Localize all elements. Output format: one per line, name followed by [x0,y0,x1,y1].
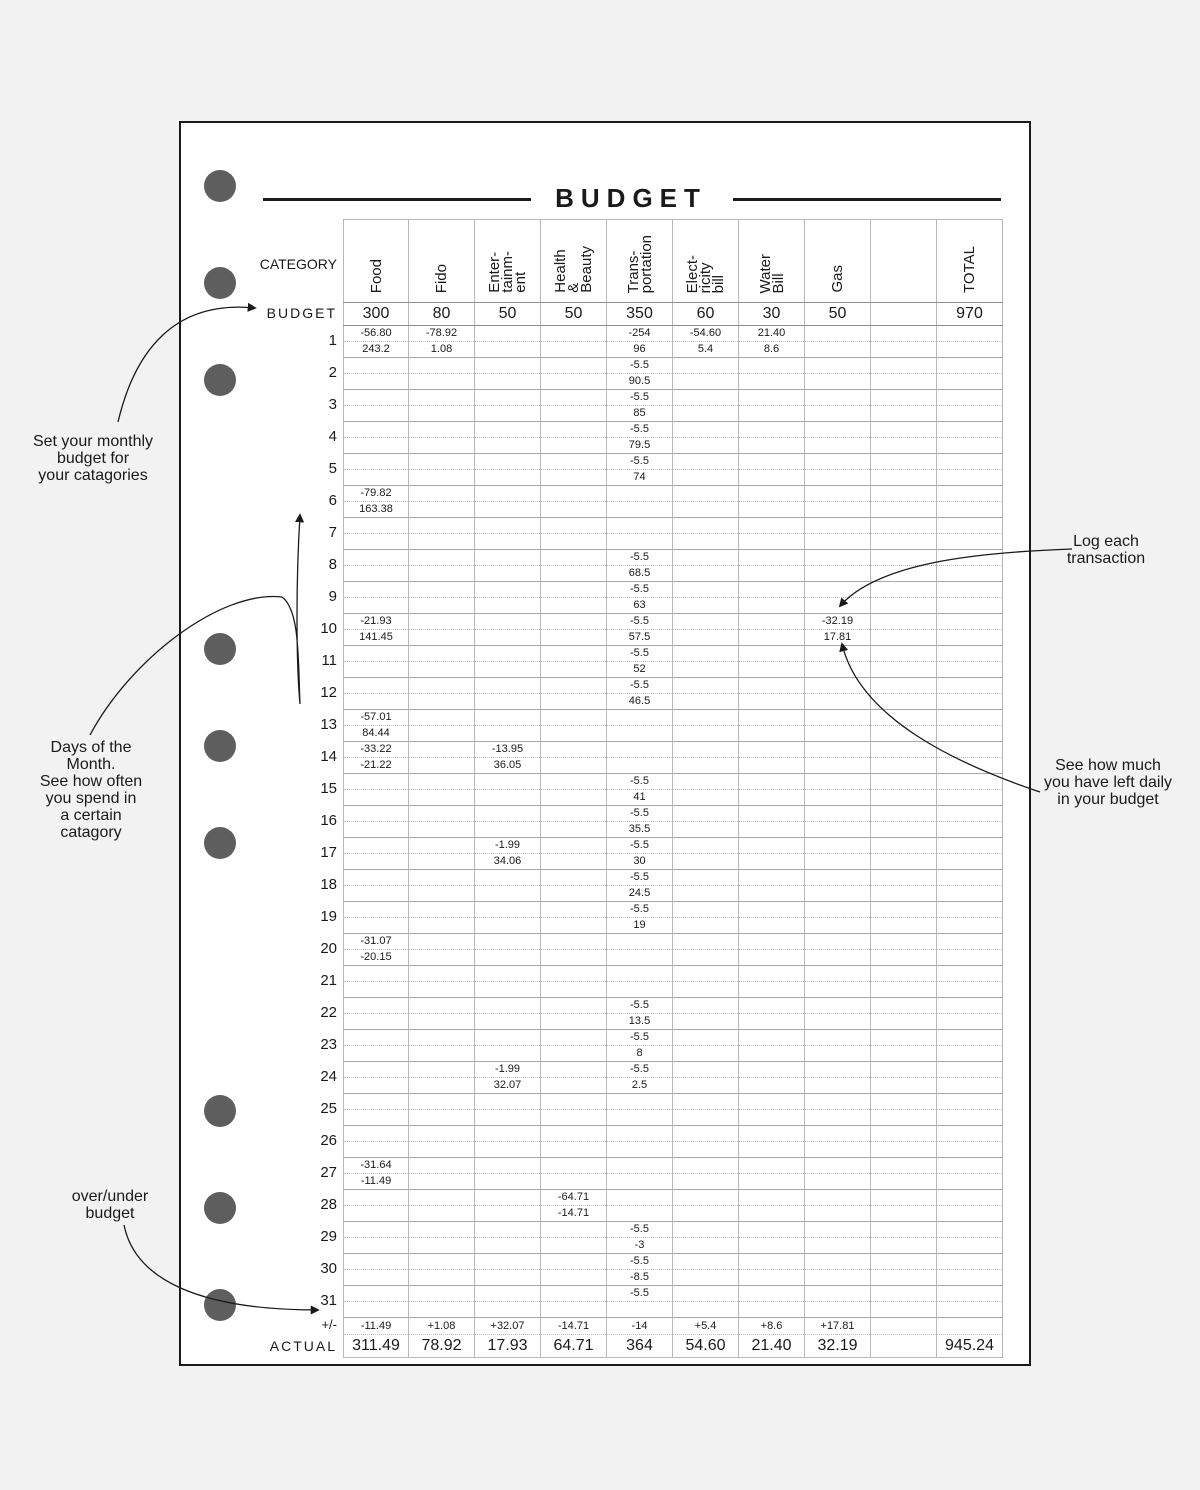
category-name: TOTAL [961,246,978,293]
day-label: 6 [328,492,337,509]
day-label: 4 [328,428,337,445]
day-label: 14 [320,748,337,765]
remaining-cell: 8.6 [739,342,805,358]
remaining-cell: 36.05 [475,758,541,774]
remaining-cell: 96 [607,342,673,358]
transaction-cell: -31.07 [344,934,409,950]
transaction-cell: -13.95 [475,742,541,758]
budget-cell: 350 [607,303,673,326]
remaining-cell: 63 [607,598,673,614]
plus-minus-cell: -14 [607,1318,673,1335]
category-name: Enter- tainm- ent [486,251,529,293]
actual-cell: 32.19 [805,1335,871,1358]
day-label: 18 [320,876,337,893]
arrow-left [842,644,1040,792]
remaining-cell: 141.45 [344,630,409,646]
transaction-cell: -64.71 [541,1190,607,1206]
day-label: 2 [328,364,337,381]
actual-cell: 78.92 [409,1335,475,1358]
day-label: 23 [320,1036,337,1053]
category-name: Health & Beauty [552,246,595,293]
remaining-cell: 2.5 [607,1078,673,1094]
category-name: Elect- ricity bill [684,254,727,293]
day-label: 27 [320,1164,337,1181]
transaction-cell: -5.5 [607,454,673,470]
remaining-cell: 19 [607,918,673,934]
note-days-of-month: Days of the Month. See how often you spend in a certain catagory [39,739,143,841]
day-label: 13 [320,716,337,733]
transaction-cell: -5.5 [607,678,673,694]
budget-cell: 60 [673,303,739,326]
remaining-cell: 32.07 [475,1078,541,1094]
remaining-cell: 74 [607,470,673,486]
plus-minus-cell: -14.71 [541,1318,607,1335]
remaining-cell: 68.5 [607,566,673,582]
transaction-cell: -79.82 [344,486,409,502]
day-label: 22 [320,1004,337,1021]
transaction-cell: -5.5 [607,582,673,598]
transaction-cell: -5.5 [607,998,673,1014]
remaining-cell: 163.38 [344,502,409,518]
day-label: 24 [320,1068,337,1085]
plus-minus-cell: +32.07 [475,1318,541,1335]
arrow-over-under [124,1225,318,1310]
transaction-cell: -5.5 [607,1030,673,1046]
transaction-cell: -5.5 [607,390,673,406]
remaining-cell: 46.5 [607,694,673,710]
transaction-cell: -5.5 [607,1062,673,1078]
remaining-cell: 17.81 [805,630,871,646]
transaction-cell: -5.5 [607,550,673,566]
category-name: Trans- portation [624,234,655,293]
transaction-cell: -5.5 [607,646,673,662]
remaining-cell: 1.08 [409,342,475,358]
remaining-cell: 79.5 [607,438,673,454]
day-label: 25 [320,1100,337,1117]
remaining-cell: 8 [607,1046,673,1062]
remaining-cell: 243.2 [344,342,409,358]
remaining-cell: 52 [607,662,673,678]
transaction-cell: -5.5 [607,614,673,630]
transaction-cell: -78.92 [409,326,475,342]
day-label: 20 [320,940,337,957]
remaining-cell: 24.5 [607,886,673,902]
note-set-budget: Set your monthly budget for your catagories [32,433,154,484]
arrow-budget [118,307,255,422]
actual-label: ACTUAL [269,1338,337,1354]
transaction-cell: -5.5 [607,1254,673,1270]
budget-cell: 300 [344,303,409,326]
remaining-cell: -14.71 [541,1206,607,1222]
plus-minus-cell: +1.08 [409,1318,475,1335]
day-label: 12 [320,684,337,701]
day-label: 10 [320,620,337,637]
day-label: 17 [320,844,337,861]
title-text: BUDGET [555,183,707,213]
day-label: 5 [328,460,337,477]
budget-cell: 50 [475,303,541,326]
plus-minus-label: +/- [321,1317,337,1332]
note-log-transaction: Log each transaction [1066,533,1146,567]
note-over-under: over/under budget [71,1188,149,1222]
transaction-cell: -5.5 [607,774,673,790]
category-name: Food [367,258,385,293]
plus-minus-cell: +17.81 [805,1318,871,1335]
remaining-cell: -3 [607,1238,673,1254]
day-label: 7 [328,524,337,541]
remaining-cell: 34.06 [475,854,541,870]
transaction-cell: -5.5 [607,806,673,822]
remaining-cell: -20.15 [344,950,409,966]
budget-cell: 970 [937,303,1003,326]
budget-cell: 30 [739,303,805,326]
day-label: 26 [320,1132,337,1149]
day-label: 31 [320,1292,337,1309]
budget-label: BUDGET [266,305,337,321]
transaction-cell: -5.5 [607,902,673,918]
actual-cell: 17.93 [475,1335,541,1358]
remaining-cell: 5.4 [673,342,739,358]
category-label: CATEGORY [259,256,337,272]
day-label: 30 [320,1260,337,1277]
transaction-cell: -5.5 [607,1222,673,1238]
actual-cell: 945.24 [937,1335,1003,1358]
arrow-days [90,515,300,735]
transaction-cell: -5.5 [607,838,673,854]
day-label: 3 [328,396,337,413]
transaction-cell: -5.5 [607,870,673,886]
transaction-cell: -32.19 [805,614,871,630]
transaction-cell: -1.99 [475,1062,541,1078]
category-name: Fido [433,263,450,293]
day-label: 29 [320,1228,337,1245]
transaction-cell: -254 [607,326,673,342]
day-label: 21 [320,972,337,989]
transaction-cell: -21.93 [344,614,409,630]
transaction-cell: -54.60 [673,326,739,342]
day-label: 11 [321,652,337,669]
remaining-cell: 30 [607,854,673,870]
transaction-cell: -5.5 [607,1286,673,1302]
actual-cell: 311.49 [344,1335,409,1358]
transaction-cell: -5.5 [607,422,673,438]
day-label: 9 [328,588,337,605]
transaction-cell: -57.01 [344,710,409,726]
plus-minus-cell: +5.4 [673,1318,739,1335]
day-label: 16 [320,812,337,829]
category-name: Gas [829,265,846,293]
transaction-cell: -33.22 [344,742,409,758]
transaction-cell: -56.80 [344,326,409,342]
remaining-cell: 57.5 [607,630,673,646]
remaining-cell: -21.22 [344,758,409,774]
actual-cell: 21.40 [739,1335,805,1358]
day-label: 28 [320,1196,337,1213]
actual-cell: 364 [607,1335,673,1358]
transaction-cell: -31.64 [344,1158,409,1174]
transaction-cell: 21.40 [739,326,805,342]
remaining-cell: 85 [607,406,673,422]
arrow-log [840,549,1072,606]
day-label: 15 [320,780,337,797]
transaction-cell: -1.99 [475,838,541,854]
transaction-cell: -5.5 [607,358,673,374]
remaining-cell: 84.44 [344,726,409,742]
budget-cell: 50 [805,303,871,326]
budget-cell: 80 [409,303,475,326]
actual-cell: 54.60 [673,1335,739,1358]
remaining-cell: -8.5 [607,1270,673,1286]
remaining-cell: 90.5 [607,374,673,390]
category-name: Water Bill [756,253,787,293]
plus-minus-cell: +8.6 [739,1318,805,1335]
day-label: 1 [328,332,337,349]
remaining-cell: 41 [607,790,673,806]
remaining-cell: -11.49 [344,1174,409,1190]
note-see-left: See how much you have left daily in your budget [1043,757,1173,808]
day-label: 8 [328,556,337,573]
remaining-cell: 35.5 [607,822,673,838]
day-label: 19 [320,908,337,925]
budget-cell: 50 [541,303,607,326]
actual-cell: 64.71 [541,1335,607,1358]
plus-minus-cell: -11.49 [344,1318,409,1335]
remaining-cell: 13.5 [607,1014,673,1030]
